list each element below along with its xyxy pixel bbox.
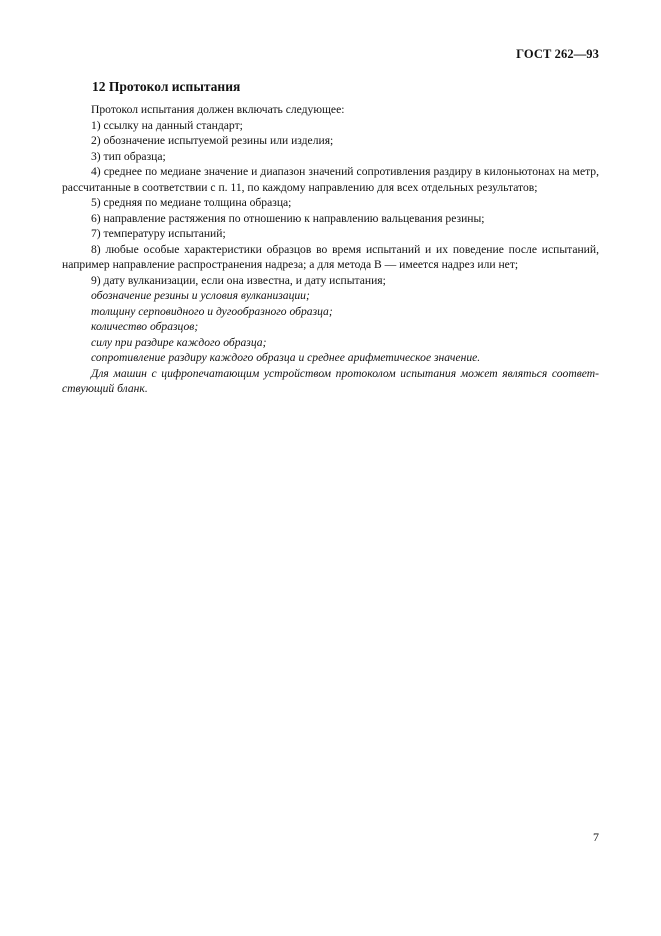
list-item-3: 3) тип образца; (91, 149, 166, 163)
italic-item-4: силу при раздире каждого образца; (91, 335, 267, 349)
list-item-1: 1) ссылку на данный стандарт; (91, 118, 243, 132)
italic-item-5: сопротивление раздиру каждого образца и среднее арифметическое значение. (91, 351, 481, 364)
section-title: 12 Протокол испытания (92, 79, 241, 94)
italic-item-2: толщину серповидного и дугообразного образца; (91, 304, 333, 318)
section-body (62, 102, 599, 397)
list-item-4: 4) среднее по медиане значение и диапазон значений сопротивления раздиру в килоньютонах на метр, рассчитанные в соответствии с п. 11, по каждому направлению для всех отдельных результатов; (62, 165, 599, 194)
list-item-9: 9) дату вулканизации, если она известна, и дату испытания; (91, 273, 386, 287)
list-item-5: 5) средняя по медиане толщина образца; (91, 196, 292, 209)
list-item-2: 2) обозначение испытуемой резины или изделия; (91, 134, 334, 147)
list-item-8: 8) любые особые характеристики образцов во время испытаний и их поведение после испытаний, например направление распространения надреза; а для метода В — имеется надрез или нет; (62, 242, 599, 271)
list-item-7: 7) температуру испытаний; (91, 227, 226, 240)
italic-note: Для машин с цифропечатающим устройством протоколом испытания может являться соответствующий бланк. (62, 366, 599, 395)
italic-item-1: обозначение резины и условия вулканизации; (91, 289, 310, 302)
list-item-6: 6) направление растяжения по отношению к направлению вальцевания резины; (91, 211, 485, 225)
intro-paragraph: Протокол испытания должен включать следующее: (91, 103, 345, 116)
italic-item-3: количество образцов; (91, 320, 199, 333)
page-number: 7 (593, 830, 599, 844)
standard-header: ГОСТ 262—93 (516, 47, 599, 61)
